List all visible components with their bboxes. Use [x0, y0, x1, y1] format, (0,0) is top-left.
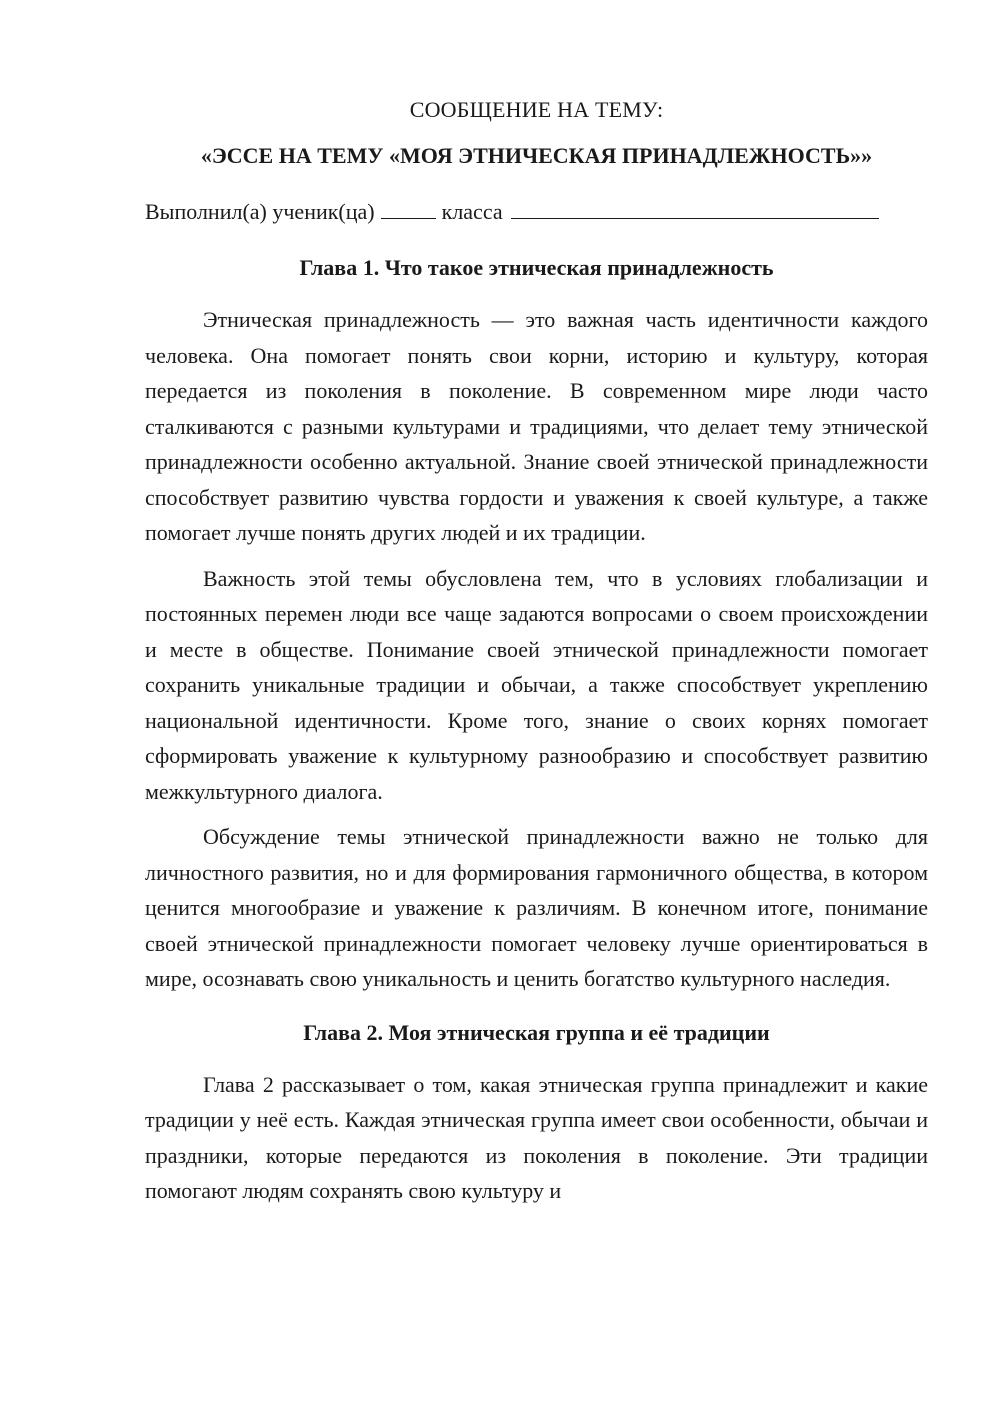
- signature-class-label: класса: [441, 199, 503, 224]
- class-blank: [381, 196, 436, 219]
- chapter-2-paragraph-1: Глава 2 рассказывает о том, какая этническая группа принадлежит и какие традиции у неё есть. Каждая этническая группа имеет свои особенности, обычаи и праздники, которые передаются из поколения в поколение. Эти традиции помогают людям сохранять свою культуру и: [145, 1071, 928, 1203]
- document-page: [145, 92, 928, 1209]
- chapter-1-paragraph-3: Обсуждение темы этнической принадлежности важно не только для личностного развития, но и для формирования гармоничного общества, в котором ценится многообразие и уважение к различиям. В конечном итоге, понимание своей этнической принадлежности помогает человеку лучше ориентироваться в мире, осознавать свою уникальность и ценить богатство культурного наследия.: [145, 824, 928, 991]
- document-title-line-1: СООБЩЕНИЕ НА ТЕМУ:: [409, 97, 664, 122]
- chapter-1-paragraph-2: Важность этой темы обусловлена тем, что в условиях глобализации и постоянных перемен люди все чаще задаются вопросами о своем происхождении и месте в обществе. Понимание своей этнической принадлежности помогает сохранить уникальные традиции и обычаи, а также способствует укреплению национальной идентичности. Кроме того, знание о своих корнях помогает сформировать уважение к культурному разнообразию и способствует развитию межкультурного диалога.: [145, 565, 928, 804]
- signature-line: [145, 194, 928, 230]
- document-title-line-2: «ЭССЕ НА ТЕМУ «МОЯ ЭТНИЧЕСКАЯ ПРИНАДЛЕЖНОСТЬ»»: [200, 143, 873, 168]
- chapter-2-title: Глава 2. Моя этническая группа и её традиции: [303, 1019, 770, 1045]
- name-blank: [511, 196, 879, 219]
- signature-prefix: Выполнил(а) ученик(ца): [145, 199, 375, 224]
- chapter-1-title: Глава 1. Что такое этническая принадлежность: [299, 255, 774, 280]
- chapter-1-paragraph-1: Этническая принадлежность — это важная часть идентичности каждого человека. Она помогает понять свои корни, историю и культуру, которая передается из поколения в поколение. В современном мире люди часто сталкиваются с разными культурами и традициями, что делает тему этнической принадлежности особенно актуальной. Знание своей этнической принадлежности способствует развитию чувства гордости и уважения к своей культуре, а также помогает лучше понять других людей и их традиции.: [145, 307, 928, 545]
